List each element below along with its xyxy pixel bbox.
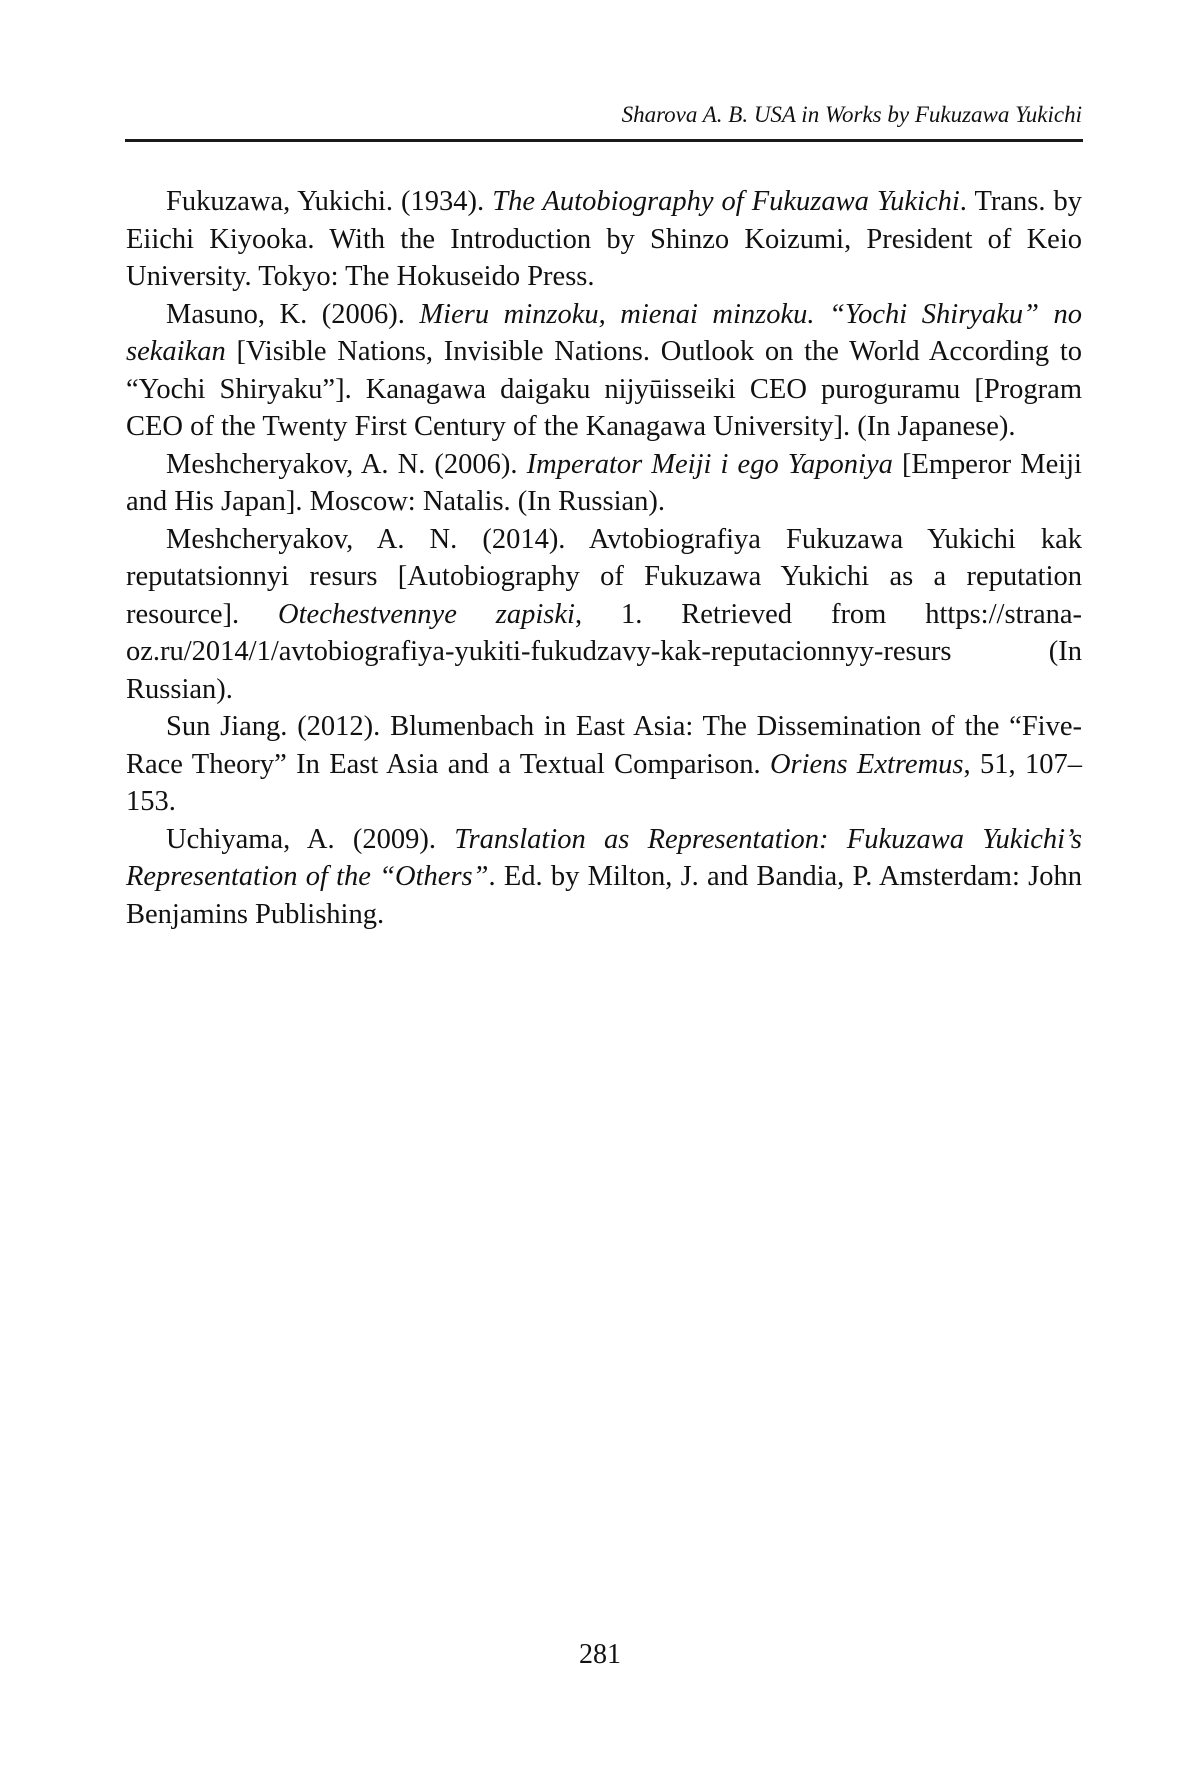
reference-entry bbox=[126, 708, 1082, 821]
reference-title: The Autobiography of Fukuzawa Yukichi bbox=[492, 186, 960, 217]
reference-entry bbox=[126, 521, 1082, 709]
reference-entry bbox=[126, 821, 1082, 934]
reference-text: [Visible Nations, Invisible Nations. Outlook on the World According to “Yochi Shiryaku”]. Kanagawa daigaku nijyūisseiki CEO puroguramu [Program CEO of the Twenty First Century of the Kanagawa University]. (In Japanese). bbox=[126, 336, 1082, 442]
page-number: 281 bbox=[0, 1638, 1200, 1672]
reference-text: [Emperor Meiji and His Japan]. Moscow: Natalis. (In Russian). bbox=[126, 449, 1082, 518]
reference-entry bbox=[126, 296, 1082, 446]
reference-text: Uchiyama, A. (2009). bbox=[166, 824, 454, 855]
reference-text: , 51, 107–153. bbox=[126, 749, 1082, 818]
reference-text: Masuno, K. (2006). bbox=[166, 299, 419, 330]
reference-text: . Ed. by Milton, J. and Bandia, P. Amsterdam: John Benjamins Publishing. bbox=[126, 861, 1082, 930]
reference-text: Sun Jiang. (2012). Blumenbach in East Asia: The Dissemination of the “Five-Race Theory” In East Asia and a Textual Comparison. bbox=[126, 711, 1082, 780]
reference-entry bbox=[126, 446, 1082, 521]
reference-title: Mieru minzoku, mienai minzoku. “Yochi Shiryaku” no sekaikan bbox=[126, 299, 1082, 368]
reference-text: Meshcheryakov, A. N. (2014). Avtobiografiya Fukuzawa Yukichi kak reputatsionnyi resurs [Autobiography of Fukuzawa Yukichi as a reputation resource]. bbox=[126, 524, 1082, 630]
header-rule bbox=[125, 139, 1083, 142]
reference-title: Otechestvennye zapiski bbox=[278, 599, 575, 630]
reference-list bbox=[126, 183, 1082, 933]
reference-title: Imperator Meiji i ego Yaponiya bbox=[527, 449, 893, 480]
reference-text: Fukuzawa, Yukichi. (1934). bbox=[166, 186, 492, 217]
reference-text: Meshcheryakov, A. N. (2006). bbox=[166, 449, 527, 480]
reference-entry bbox=[126, 183, 1082, 296]
reference-text: , 1. Retrieved from https://strana-oz.ru/2014/1/avtobiografiya-yukiti-fukudzavy-kak-reputacionnyy-resurs (In Russian). bbox=[126, 599, 1082, 705]
reference-title: Translation as Representation: Fukuzawa Yukichi’s Representation of the “Others” bbox=[126, 824, 1082, 893]
running-head: Sharova A. B. USA in Works by Fukuzawa Yukichi bbox=[126, 98, 1082, 132]
reference-text: . Trans. by Eiichi Kiyooka. With the Introduction by Shinzo Koizumi, President of Keio University. Tokyo: The Hokuseido Press. bbox=[126, 186, 1082, 292]
reference-title: Oriens Extremus bbox=[770, 749, 964, 780]
